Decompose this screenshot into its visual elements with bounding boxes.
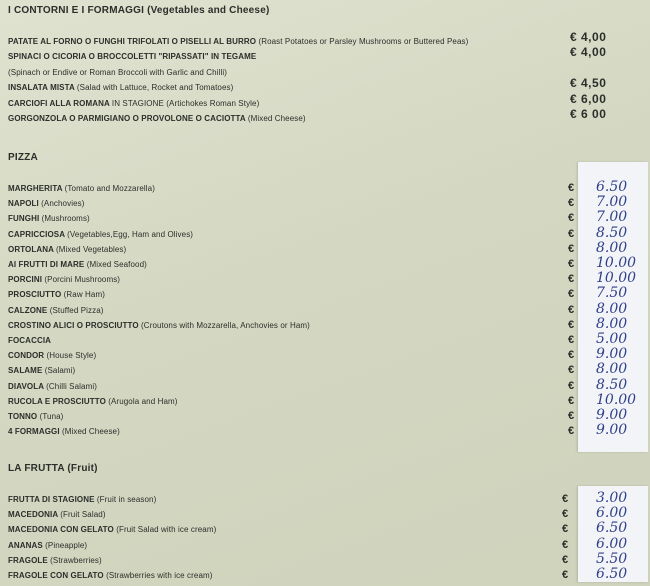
- menu-item-name: PROSCIUTTO: [8, 290, 62, 300]
- menu-item-name: CROSTINO ALICI O PROSCIUTTO: [8, 320, 139, 330]
- menu-item: [8, 366, 75, 376]
- menu-item-name: ANANAS: [8, 540, 43, 550]
- menu-item: INSALATA MISTA (Salad with Lattuce, Rocket and Tomatoes): [8, 83, 234, 92]
- menu-item-name: SALAME: [8, 366, 43, 376]
- menu-item-name: ORTOLANA: [8, 244, 54, 254]
- handwritten-price: 8.00: [596, 361, 628, 378]
- menu-item: [8, 397, 178, 407]
- menu-item-price: € 4,50: [570, 76, 607, 90]
- menu-item: [8, 541, 87, 551]
- menu-item-name: AI FRUTTI DI MARE: [8, 260, 85, 269]
- menu-item-name: PORCINI: [8, 275, 43, 285]
- menu-item: PATATE AL FORNO O FUNGHI TRIFOLATI O PISELLI AL BURRO (Roast Potatoes or Parsley Mushrooms or Buttered Peas): [8, 37, 469, 46]
- handwritten-price: 5.50: [596, 550, 628, 567]
- euro-symbol: €: [562, 508, 569, 521]
- handwritten-price: 9.00: [596, 346, 628, 363]
- handwritten-price: 3.00: [596, 490, 628, 506]
- menu-item-description: (House Style): [46, 351, 97, 361]
- menu-item-description: (Arugola and Ham): [108, 396, 178, 406]
- handwritten-price: 10.00: [596, 391, 637, 408]
- euro-symbol: €: [568, 182, 575, 194]
- menu-item: [8, 214, 90, 224]
- menu-item-name: CALZONE: [8, 305, 48, 315]
- menu-item: [8, 351, 96, 361]
- menu-item: [8, 427, 120, 437]
- euro-symbol: €: [562, 493, 569, 505]
- euro-symbol: €: [562, 538, 569, 551]
- menu-item-description: (Spinach or Endive or Roman Broccoli with Garlic and Chilli): [8, 68, 227, 77]
- handwritten-price: 6.50: [596, 520, 628, 537]
- euro-symbol: €: [568, 288, 575, 301]
- handwritten-price: 7.50: [596, 285, 628, 302]
- menu-item-description: (Strawberries): [50, 555, 102, 565]
- menu-item: [8, 336, 51, 346]
- euro-symbol: €: [568, 227, 575, 240]
- menu-item-description: (Porcini Mushrooms): [44, 275, 121, 285]
- section-title-pizza: PIZZA: [8, 152, 38, 163]
- handwritten-price: 8.00: [596, 300, 628, 317]
- handwritten-price: 5.00: [596, 331, 628, 347]
- menu-item-name: FRUTTA DI STAGIONE: [8, 495, 95, 504]
- euro-symbol: €: [568, 212, 575, 225]
- euro-symbol: €: [568, 379, 575, 392]
- menu-item-name: DIAVOLA: [8, 381, 44, 391]
- euro-symbol: €: [562, 569, 569, 581]
- menu-item-description: (Mixed Cheese): [62, 427, 120, 437]
- menu-item: [8, 260, 147, 270]
- menu-item-name: NAPOLI: [8, 199, 39, 209]
- handwritten-price: 8.00: [596, 239, 628, 256]
- euro-symbol: €: [568, 364, 575, 377]
- handwritten-price: 7.00: [596, 194, 628, 211]
- section-title-frutta: LA FRUTTA (Fruit): [8, 463, 98, 474]
- handwritten-price: 6.00: [596, 535, 628, 552]
- menu-item-description: (Stuffed Pizza): [49, 305, 104, 315]
- menu-item-name: MACEDONIA: [8, 510, 58, 520]
- menu-item: [8, 556, 102, 566]
- menu-item-description: (Mushrooms): [41, 214, 90, 224]
- menu-item: [8, 230, 193, 240]
- menu-item: SPINACI O CICORIA O BROCCOLETTI "RIPASSATI" IN TEGAME: [8, 52, 257, 61]
- menu-item-price: € 4,00: [570, 45, 607, 59]
- handwritten-price: 6.50: [596, 179, 628, 195]
- menu-item-description: (Raw Ham): [63, 290, 105, 300]
- menu-item: [8, 245, 126, 255]
- menu-item: CARCIOFI ALLA ROMANA IN STAGIONE (Artichokes Roman Style): [8, 99, 260, 108]
- section-title-contorni: I CONTORNI E I FORMAGGI (Vegetables and Cheese): [8, 5, 270, 16]
- menu-item-price: € 4,00: [570, 30, 607, 44]
- handwritten-price: 9.00: [596, 407, 628, 423]
- handwritten-price: 8.50: [596, 376, 628, 393]
- menu-item-name: RUCOLA E PROSCIUTTO: [8, 396, 106, 406]
- menu-item: GORGONZOLA O PARMIGIANO O PROVOLONE O CACIOTTA (Mixed Cheese): [8, 114, 306, 123]
- menu-item-name: FRAGOLE CON GELATO: [8, 571, 104, 580]
- menu-item-description: (Croutons with Mozzarella, Anchovies or Ham): [141, 320, 310, 330]
- menu-item-name: FRAGOLE: [8, 555, 48, 565]
- handwritten-price: 8.00: [596, 315, 628, 332]
- euro-symbol: €: [568, 303, 575, 316]
- menu-item-description: (Tomato and Mozzarella): [64, 184, 155, 193]
- menu-item-name: 4 FORMAGGI: [8, 427, 60, 437]
- menu-item: [8, 199, 85, 209]
- euro-symbol: €: [568, 394, 575, 407]
- menu-item-name: TONNO: [8, 412, 38, 421]
- menu-item-price: € 6 00: [570, 107, 607, 121]
- euro-symbol: €: [568, 318, 575, 331]
- handwritten-price: 8.50: [596, 224, 628, 241]
- menu-item: [8, 290, 105, 300]
- euro-symbol: €: [568, 273, 575, 286]
- handwritten-price: 10.00: [596, 270, 637, 287]
- menu-item: [8, 510, 106, 520]
- menu-item-description: (Strawberries with ice cream): [106, 571, 213, 580]
- menu-item-description: (Mixed Seafood): [86, 260, 147, 269]
- handwritten-price: 10.00: [596, 255, 637, 271]
- handwritten-price: 7.00: [596, 209, 628, 226]
- menu-item: [8, 321, 310, 331]
- euro-symbol: €: [568, 197, 575, 210]
- menu-item: [8, 382, 97, 392]
- menu-item: [8, 184, 155, 194]
- menu-item: [8, 571, 213, 581]
- euro-symbol: €: [568, 334, 575, 346]
- menu-item-description: (Fruit Salad): [60, 510, 106, 520]
- menu-item: [8, 412, 63, 422]
- menu-item-name: MACEDONIA CON GELATO: [8, 525, 114, 535]
- menu-item-name: CAPRICCIOSA: [8, 229, 65, 239]
- menu-item-description: (Mixed Vegetables): [56, 244, 127, 254]
- menu-item-description: (Salami): [44, 366, 76, 376]
- handwritten-price: 6.00: [596, 505, 628, 522]
- handwritten-price: 9.00: [596, 422, 628, 439]
- menu-item-name: FOCACCIA: [8, 336, 52, 345]
- menu-item-description: (Fruit Salad with ice cream): [116, 525, 217, 535]
- menu-item-description: (Fruit in season): [96, 495, 157, 504]
- euro-symbol: €: [568, 349, 575, 362]
- menu-item-description: (Anchovies): [41, 199, 85, 209]
- menu-item: [8, 306, 104, 316]
- menu-item-description: (Tuna): [39, 412, 64, 421]
- euro-symbol: €: [568, 258, 575, 270]
- menu-item-price: € 6,00: [570, 92, 607, 106]
- handwritten-price: 6.50: [596, 566, 628, 582]
- euro-symbol: €: [568, 242, 575, 255]
- menu-item-name: FUNGHI: [8, 214, 40, 224]
- menu-item: [8, 525, 216, 535]
- menu-item-description: (Chilli Salami): [46, 381, 97, 391]
- menu-item: [8, 495, 156, 505]
- menu-item-description: (Pineapple): [45, 540, 88, 550]
- euro-symbol: €: [568, 410, 575, 422]
- euro-symbol: €: [562, 523, 569, 536]
- euro-symbol: €: [562, 553, 569, 566]
- menu-item-description: (Vegetables,Egg, Ham and Olives): [67, 229, 194, 239]
- euro-symbol: €: [568, 425, 575, 438]
- menu-item-name: MARGHERITA: [8, 184, 63, 193]
- menu-item: [8, 275, 120, 285]
- menu-item-name: CONDOR: [8, 351, 45, 361]
